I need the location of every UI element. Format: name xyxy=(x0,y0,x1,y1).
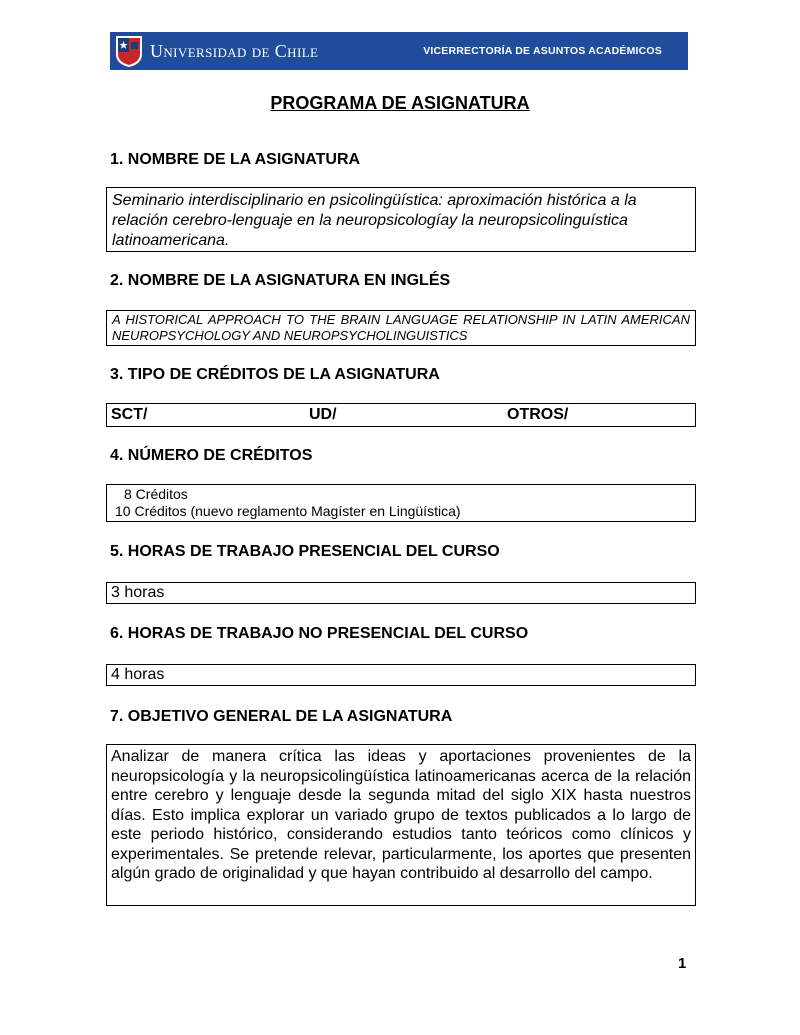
university-name: Universidad de Chile xyxy=(150,41,319,61)
horas-presencial-value: 3 horas xyxy=(111,584,165,601)
credit-type-ud: UD/ xyxy=(309,406,337,423)
objetivo-box xyxy=(106,744,696,906)
credit-type-otros: OTROS/ xyxy=(507,406,569,423)
nombre-value: Seminario interdisciplinario en psicolingüística: aproximación histórica a la relación cerebro-lenguaje en la neuropsicologíay la neuropsicolinguística latinoamericana. xyxy=(112,192,637,249)
page-title: PROGRAMA DE ASIGNATURA xyxy=(270,93,530,113)
credit-type-sct: SCT/ xyxy=(111,406,148,423)
university-crest-icon xyxy=(114,34,144,68)
section-title-objetivo: 7. OBJETIVO GENERAL DE LA ASIGNATURA xyxy=(110,708,453,725)
horas-no-presencial-value: 4 horas xyxy=(111,666,165,683)
numero-creditos-box xyxy=(106,484,696,522)
section-title-numero-creditos: 4. NÚMERO DE CRÉDITOS xyxy=(110,447,313,464)
nombre-box xyxy=(106,187,696,252)
credits-line-2: 10 Créditos (nuevo reglamento Magíster en Lingüística) xyxy=(115,503,461,519)
header-banner xyxy=(110,32,688,70)
section-title-nombre-ingles: 2. NOMBRE DE LA ASIGNATURA EN INGLÉS xyxy=(110,272,451,289)
vicerrectoria-label: VICERRECTORÍA DE ASUNTOS ACADÉMICOS xyxy=(423,45,662,57)
section-title-horas-no-presencial: 6. HORAS DE TRABAJO NO PRESENCIAL DEL CURSO xyxy=(110,625,529,642)
credits-line-1: 8 Créditos xyxy=(124,486,188,502)
section-title-tipo-creditos: 3. TIPO DE CRÉDITOS DE LA ASIGNATURA xyxy=(110,366,440,383)
page-number: 1 xyxy=(678,955,687,972)
section-title-nombre: 1. NOMBRE DE LA ASIGNATURA xyxy=(110,151,361,168)
horas-no-presencial-box xyxy=(106,664,696,686)
section-title-horas-presencial: 5. HORAS DE TRABAJO PRESENCIAL DEL CURSO xyxy=(110,543,500,560)
nombre-ingles-value: A HISTORICAL APPROACH TO THE BRAIN LANGUAGE RELATIONSHIP IN LATIN AMERICAN NEUROPSYCHOLOGY AND NEUROPSYCHOLINGUISTICS xyxy=(112,312,690,343)
tipo-creditos-box xyxy=(106,403,696,427)
horas-presencial-box xyxy=(106,582,696,604)
objetivo-value: Analizar de manera crítica las ideas y aportaciones provenientes de la neuropsicología y la neuropsicolingüística latinoamericanas acerca de la relación entre cerebro y lenguaje desde la segunda mitad del siglo XIX hasta nuestros días. Esto implica explorar un variado grupo de textos publicados a lo largo de este periodo histórico, considerando estudios tanto teóricos como clínicos y experimentales. Se pretende relevar, particularmente, los aportes que presenten algún grado de originalidad y que hayan contribuido al desarrollo del campo. xyxy=(111,748,691,882)
nombre-ingles-box xyxy=(106,310,696,346)
